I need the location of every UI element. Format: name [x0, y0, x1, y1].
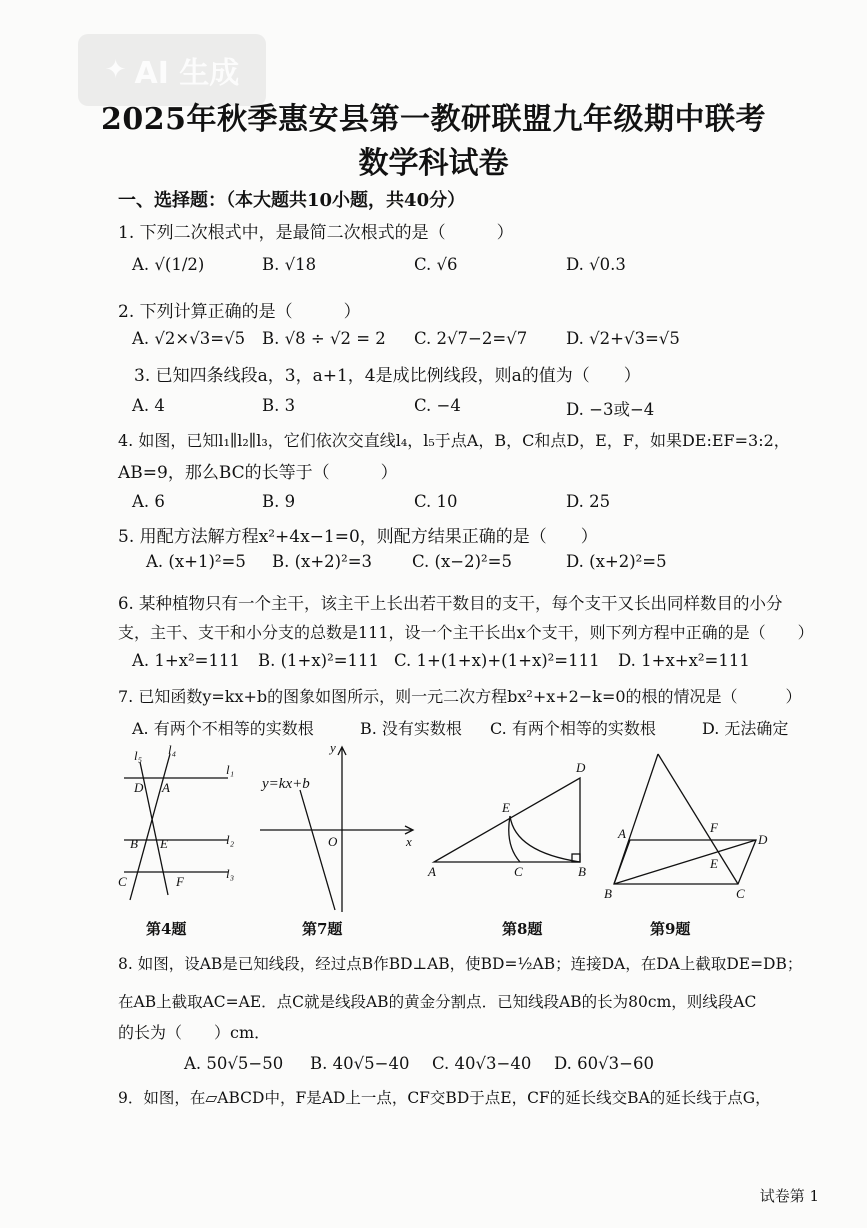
svg-text:E: E [710, 856, 718, 871]
question-4-stem: 4. 如图，已知l₁∥l₂∥l₃，它们依次交直线l₄，l₅于点A，B，C和点D，E，F，如果DE:EF=3:2， [118, 431, 790, 450]
option-d: D. √0.3 [566, 255, 626, 274]
option-a: A. 6 [132, 492, 165, 511]
option-a: A. 1+x²=111 [132, 651, 240, 670]
figure-9-caption: 第9题 [650, 920, 691, 938]
option-d: D. 25 [566, 492, 611, 511]
svg-text:A: A [162, 780, 170, 795]
option-b: B. 3 [262, 396, 296, 415]
svg-text:F: F [710, 820, 718, 835]
option-c: C. 2√7−2=√7 [414, 329, 528, 348]
question-9-stem: 9．如图，在▱ABCD中，F是AD上一点，CF交BD于点E，CF的延长线交BA的延长线于点G， [118, 1089, 771, 1107]
svg-text:y=kx+b: y=kx+b [262, 776, 310, 792]
figure-9-labels [604, 820, 768, 901]
question-2-stem: 2. 下列计算正确的是（ ） [118, 302, 361, 322]
svg-text:D: D [758, 832, 768, 847]
figure-7-caption: 第7题 [302, 920, 343, 938]
option-d: D. 无法确定 [702, 719, 789, 738]
function-line [300, 790, 335, 910]
figure-7-labels [260, 740, 412, 849]
option-b: B. 9 [262, 492, 296, 511]
section-heading: 一、选择题：（本大题共10小题，共40分） [118, 190, 466, 211]
option-c: C. (x−2)²=5 [412, 552, 512, 571]
page-footer: 试卷第 1 [759, 1187, 819, 1205]
figure-4-caption: 第4题 [146, 920, 187, 938]
svg-text:y: y [330, 740, 336, 755]
svg-text:B: B [130, 836, 138, 851]
svg-text:C: C [118, 874, 127, 889]
question-4-stem-continued: AB=9，那么BC的长等于（ ） [118, 463, 398, 483]
option-b: B. 没有实数根 [360, 719, 462, 738]
exam-subtitle: 数学科试卷 [358, 146, 509, 181]
question-6-stem-continued: 支，主干、支干和小分支的总数是111，设一个主干长出x个支干，则下列方程中正确的是（ ） [118, 623, 814, 642]
sparkle-icon: ✦ [104, 55, 127, 85]
svg-text:D: D [576, 760, 586, 775]
question-6-stem: 6. 某种植物只有一个主干，该主干上长出若干数目的支干，每个支干又长出同样数目的小分 [118, 594, 783, 613]
triangle-abd [434, 778, 580, 862]
question-8-stem-end: 的长为（ ）cm． [118, 1023, 271, 1042]
svg-text:C: C [736, 886, 745, 901]
option-c: C. √6 [414, 255, 458, 274]
option-b: B. (1+x)²=111 [258, 651, 380, 670]
svg-text:l₃: l₃ [226, 866, 235, 881]
badge-text: AI 生成 [134, 56, 240, 91]
line-gc [658, 754, 738, 884]
exam-title: 2025年秋季惠安县第一教研联盟九年级期中联考 [101, 102, 766, 137]
option-a: A. 4 [132, 396, 165, 415]
option-b: B. (x+2)²=3 [272, 552, 373, 571]
option-c: C. 1+(1+x)+(1+x)²=111 [394, 651, 600, 670]
option-a: A. (x+1)²=5 [146, 552, 246, 571]
question-5-stem: 5. 用配方法解方程x²+4x−1=0，则配方结果正确的是（ ） [118, 527, 598, 547]
svg-text:l₅: l₅ [134, 748, 143, 763]
svg-text:O: O [328, 834, 338, 849]
svg-text:l₂: l₂ [226, 832, 235, 847]
arc-de [510, 816, 580, 862]
svg-text:E: E [502, 800, 510, 815]
question-8-stem-continued: 在AB上截取AC=AE．点C就是线段AB的黄金分割点．已知线段AB的长为80cm，则线段AC [118, 993, 757, 1011]
svg-text:C: C [514, 864, 523, 879]
figure-4-labels [118, 742, 235, 889]
option-a: A. √2×√3=√5 [132, 329, 246, 348]
option-a: A. √(1/2) [132, 255, 205, 274]
line-gb [614, 754, 658, 884]
option-d: D. 60√3−60 [554, 1054, 654, 1073]
arc-ac [509, 816, 520, 862]
option-d: D. −3或−4 [566, 400, 655, 419]
svg-text:A: A [618, 826, 626, 841]
svg-text:B: B [604, 886, 612, 901]
svg-text:D: D [134, 780, 144, 795]
option-d: D. 1+x+x²=111 [618, 651, 750, 670]
figures-row [110, 740, 790, 920]
figure-8-labels [427, 760, 586, 879]
svg-text:E: E [160, 836, 168, 851]
svg-text:x: x [406, 834, 412, 849]
figure-9-diagram [614, 754, 756, 884]
option-c: C. 有两个相等的实数根 [490, 719, 656, 738]
option-c: C. −4 [414, 396, 461, 415]
option-c: C. 40√3−40 [432, 1054, 532, 1073]
figure-8-caption: 第8题 [502, 920, 543, 938]
svg-text:A: A [428, 864, 436, 879]
question-1-stem: 1. 下列二次根式中，是最简二次根式的是（ ） [118, 223, 514, 243]
option-c: C. 10 [414, 492, 458, 511]
figure-8-diagram [434, 778, 580, 862]
question-7-stem: 7. 已知函数y=kx+b的图象如图所示，则一元二次方程bx²+x+2−k=0的根的情况是（ ） [118, 687, 802, 706]
question-8-stem: 8. 如图，设AB是已知线段，经过点B作BD⊥AB，使BD=½AB；连接DA，在DA上截取DE=DB； [118, 955, 803, 973]
option-d: D. (x+2)²=5 [566, 552, 667, 571]
option-d: D. √2+√3=√5 [566, 329, 680, 348]
figure-7-diagram [260, 747, 413, 912]
option-b: B. √8 ÷ √2 = 2 [262, 329, 386, 348]
option-b: B. 40√5−40 [310, 1054, 410, 1073]
svg-text:B: B [578, 864, 586, 879]
option-a: A. 有两个不相等的实数根 [132, 719, 314, 738]
svg-text:l₄: l₄ [168, 742, 177, 757]
svg-text:F: F [176, 874, 184, 889]
svg-text:l₁: l₁ [226, 762, 235, 777]
question-3-stem: 3. 已知四条线段a，3，a+1，4是成比例线段，则a的值为（ ） [134, 366, 641, 386]
option-b: B. √18 [262, 255, 317, 274]
option-a: A. 50√5−50 [184, 1054, 284, 1073]
